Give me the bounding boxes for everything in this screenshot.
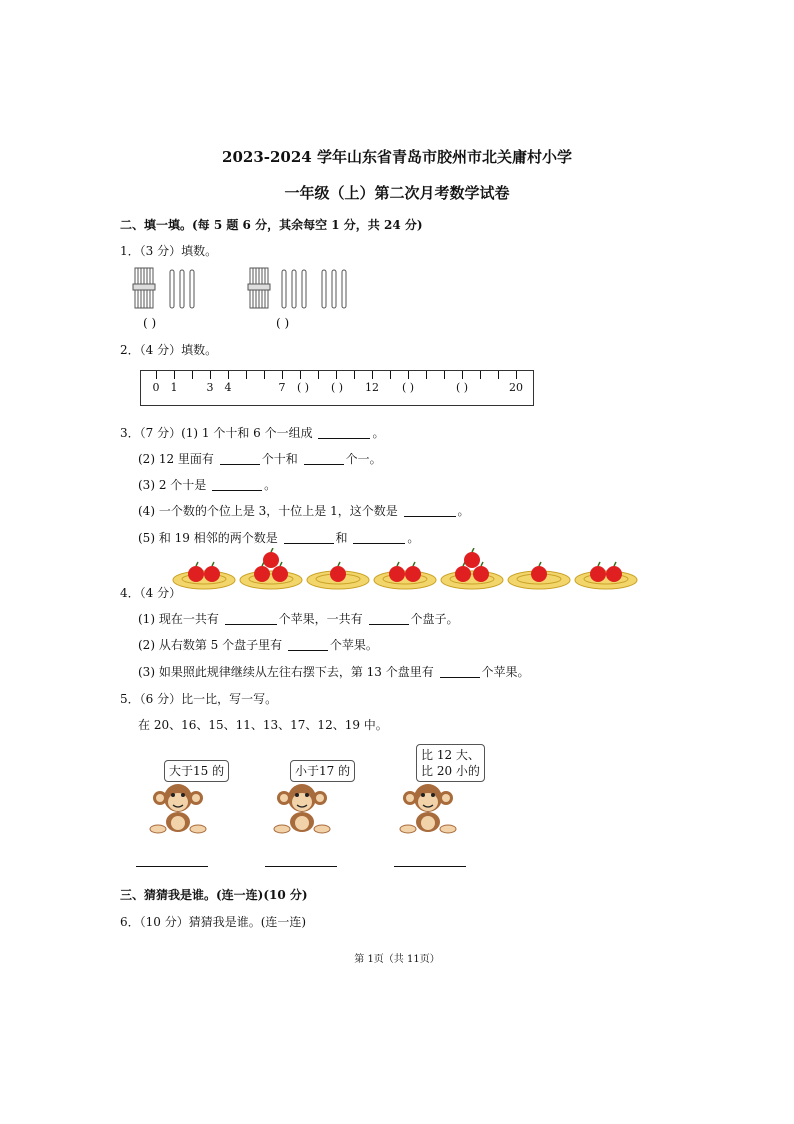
apple-icon bbox=[330, 562, 346, 582]
q3-stem: 3．（7 分）(1) 1 个十和 6 个一组成 bbox=[120, 426, 313, 440]
apple-icon bbox=[188, 562, 204, 582]
answer-blank[interactable] bbox=[220, 452, 260, 465]
answer-blank[interactable] bbox=[318, 426, 370, 439]
q4-part-2: (2) 从右数第 5 个盘子里有 个苹果。 bbox=[138, 638, 378, 652]
q4-part-1: (1) 现在一共有 个苹果，一共有 个盘子。 bbox=[138, 612, 459, 626]
bundle-of-ten-icon bbox=[248, 268, 270, 308]
single-stick-icon bbox=[190, 270, 194, 308]
answer-blank[interactable] bbox=[404, 504, 456, 517]
q3-part-4: (4) 一个数的个位上是 3，十位上是 1，这个数是 。 bbox=[138, 504, 470, 518]
plate-icon bbox=[374, 571, 436, 589]
ruler-label: 20 bbox=[509, 381, 523, 394]
plate-icon bbox=[240, 571, 302, 589]
ruler-tick bbox=[498, 371, 499, 379]
ruler-tick bbox=[228, 371, 229, 379]
q1-sticks-figure bbox=[130, 266, 360, 312]
title-line-2: 一年级（上）第二次月考数学试卷 bbox=[284, 184, 510, 202]
ruler-tick bbox=[390, 371, 391, 379]
speech-bubble-3: 比 12 大、 比 20 小的 bbox=[416, 744, 485, 782]
page-footer: 第 1页（共 11页） bbox=[354, 954, 440, 965]
monkey-icon bbox=[148, 782, 208, 834]
ruler-tick bbox=[372, 371, 373, 379]
single-stick-icon bbox=[342, 270, 346, 308]
plate-icon bbox=[575, 571, 637, 589]
q5-answer-line-1[interactable] bbox=[136, 866, 208, 867]
q6-stem: 6．（10 分）猜猜我是谁。(连一连) bbox=[120, 915, 307, 929]
bundle-of-ten-icon bbox=[133, 268, 155, 308]
single-stick-icon bbox=[322, 270, 326, 308]
q4-stem: 4．（4 分） bbox=[120, 586, 182, 600]
answer-blank[interactable] bbox=[440, 665, 480, 678]
title-line-1: 2023-2024 学年山东省青岛市胶州市北关庸村小学 bbox=[222, 148, 572, 166]
apple-icon bbox=[464, 548, 480, 568]
speech-bubble-2: 小于17 的 bbox=[290, 760, 355, 782]
ruler-label: 12 bbox=[365, 381, 379, 394]
ruler-tick bbox=[156, 371, 157, 379]
q3-part-2: (2) 12 里面有 个十和 个一。 bbox=[138, 452, 382, 466]
q5-numbers: 在 20、16、15、11、13、17、12、19 中。 bbox=[138, 718, 388, 732]
single-stick-icon bbox=[282, 270, 286, 308]
ruler-tick bbox=[426, 371, 427, 379]
q2-stem: 2．（4 分）填数。 bbox=[120, 343, 218, 357]
answer-blank[interactable] bbox=[353, 531, 405, 544]
ruler-blank[interactable]: ( ) bbox=[455, 381, 469, 394]
answer-blank[interactable] bbox=[304, 452, 344, 465]
single-stick-icon bbox=[292, 270, 296, 308]
ruler-tick bbox=[174, 371, 175, 379]
apple-icon bbox=[531, 562, 547, 582]
monkey-icon bbox=[272, 782, 332, 834]
apple-icon bbox=[590, 562, 606, 582]
ruler-blank[interactable]: ( ) bbox=[330, 381, 344, 394]
answer-blank[interactable] bbox=[284, 531, 334, 544]
q5-answer-line-3[interactable] bbox=[394, 866, 466, 867]
single-stick-icon bbox=[302, 270, 306, 308]
plate-icon bbox=[441, 571, 503, 589]
q5-answer-line-2[interactable] bbox=[265, 866, 337, 867]
ruler-tick bbox=[408, 371, 409, 379]
ruler-label: 1 bbox=[170, 381, 178, 394]
number-ruler bbox=[140, 370, 534, 406]
answer-blank[interactable] bbox=[369, 612, 409, 625]
ruler-tick bbox=[480, 371, 481, 379]
ruler-tick bbox=[300, 371, 301, 379]
ruler-label: 0 bbox=[152, 381, 160, 394]
single-stick-icon bbox=[180, 270, 184, 308]
ruler-blank[interactable]: ( ) bbox=[401, 381, 415, 394]
q3-part-3: (3) 2 个十是 。 bbox=[138, 478, 277, 492]
q1-answer-2[interactable]: ( ) bbox=[276, 316, 290, 330]
ruler-tick bbox=[192, 371, 193, 379]
apple-icon bbox=[389, 562, 405, 582]
ruler-tick bbox=[282, 371, 283, 379]
section-2-heading: 二、填一填。(每 5 题 6 分，其余每空 1 分，共 24 分) bbox=[120, 218, 423, 232]
single-stick-icon bbox=[332, 270, 336, 308]
q3-part-5: (5) 和 19 相邻的两个数是 和 。 bbox=[138, 531, 420, 545]
q3-part-1: 3．（7 分）(1) 1 个十和 6 个一组成 。 bbox=[120, 426, 385, 440]
ruler-label: 7 bbox=[278, 381, 286, 394]
ruler-tick bbox=[354, 371, 355, 379]
ruler-tick bbox=[210, 371, 211, 379]
q5-stem: 5．（6 分）比一比，写一写。 bbox=[120, 692, 278, 706]
plate-icon bbox=[173, 571, 235, 589]
monkey-icon bbox=[398, 782, 458, 834]
ruler-tick bbox=[336, 371, 337, 379]
speech-bubble-1: 大于15 的 bbox=[164, 760, 229, 782]
q1-answer-1[interactable]: ( ) bbox=[143, 316, 157, 330]
apple-icon bbox=[405, 562, 421, 582]
ruler-label: 3 bbox=[206, 381, 214, 394]
answer-blank[interactable] bbox=[212, 478, 262, 491]
apple-icon bbox=[606, 562, 622, 582]
ruler-tick bbox=[318, 371, 319, 379]
ruler-tick bbox=[264, 371, 265, 379]
ruler-tick bbox=[462, 371, 463, 379]
ruler-blank[interactable]: ( ) bbox=[296, 381, 310, 394]
apple-icon bbox=[263, 548, 279, 568]
section-3-heading: 三、猜猜我是谁。(连一连)(10 分) bbox=[120, 888, 308, 902]
q1-stem: 1．（3 分）填数。 bbox=[120, 244, 218, 258]
answer-blank[interactable] bbox=[225, 612, 277, 625]
ruler-tick bbox=[516, 371, 517, 379]
apple-plates-figure bbox=[172, 548, 638, 592]
answer-blank[interactable] bbox=[288, 638, 328, 651]
q4-part-3: (3) 如果照此规律继续从左往右摆下去，第 13 个盘里有 个苹果。 bbox=[138, 665, 530, 679]
ruler-tick bbox=[246, 371, 247, 379]
apple-icon bbox=[204, 562, 220, 582]
single-stick-icon bbox=[170, 270, 174, 308]
ruler-label: 4 bbox=[224, 381, 232, 394]
ruler-tick bbox=[444, 371, 445, 379]
